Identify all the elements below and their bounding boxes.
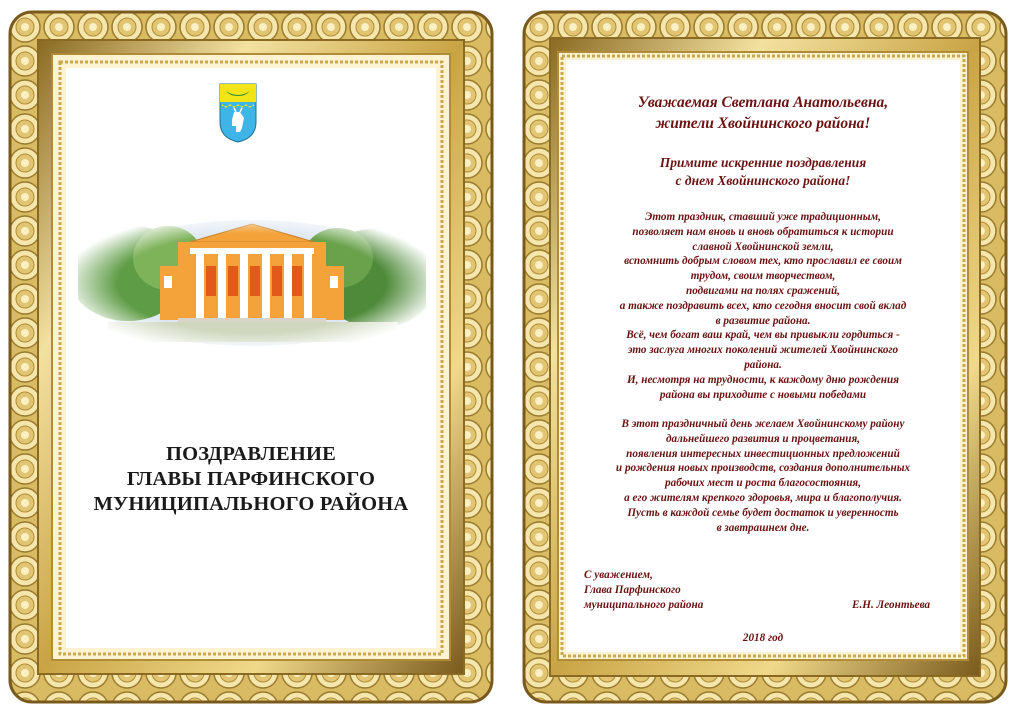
paragraph-line: а его жителям крепкого здоровья, мира и благополучия. bbox=[624, 491, 902, 504]
title-line: ПОЗДРАВЛЕНИЕ bbox=[165, 443, 337, 465]
paragraph-line: дальнейшего развития и процветания, bbox=[665, 432, 861, 445]
congrats-line: с днем Хвойнинского района! bbox=[675, 173, 851, 188]
paragraph-line: в завтрашнем дне. bbox=[716, 521, 810, 534]
paragraph-line: И, несмотря на трудности, к каждому дню рождения bbox=[626, 373, 900, 386]
signature-line: С уважением, bbox=[584, 569, 653, 581]
paragraph-line: района вы приходите с новыми победами bbox=[659, 388, 867, 401]
signature-line: Глава Парфинского bbox=[584, 583, 681, 596]
paragraph-line: славной Хвойнинской земли, bbox=[692, 240, 834, 253]
paragraph-line: в развитие района. bbox=[715, 314, 811, 327]
paragraph-line: и рождения новых производств, создания дополнительных bbox=[615, 462, 911, 475]
page-title bbox=[66, 442, 436, 517]
letter-paragraph-2 bbox=[566, 417, 960, 535]
signature-line: муниципального района bbox=[584, 598, 704, 611]
paragraph-line: позволяет нам вновь и вновь обратиться к истории bbox=[632, 225, 894, 238]
congrats-line: Примите искренние поздравления bbox=[659, 155, 867, 170]
signatory-name: Е.Н. Леонтьева bbox=[852, 599, 931, 611]
paragraph-line: района. bbox=[744, 358, 782, 371]
paragraph-line: Этот праздник, ставший уже традиционным, bbox=[645, 211, 881, 223]
letter-congrats bbox=[566, 154, 960, 190]
coat-of-arms-icon bbox=[218, 82, 258, 144]
letter-greeting bbox=[566, 92, 960, 134]
letter-paragraph-1 bbox=[566, 210, 960, 402]
paragraph-line: Всё, чем богат ваш край, чем вы привыкли гордиться - bbox=[626, 329, 900, 342]
paragraph-line: трудом, своим творчеством, bbox=[690, 270, 836, 283]
greeting-line: жители Хвойнинского района! bbox=[655, 115, 871, 132]
letter-year: 2018 год bbox=[742, 632, 784, 644]
right-page bbox=[522, 10, 1008, 704]
paragraph-line: вспомнить добрым словом тех, кто прославил ее своим bbox=[624, 255, 902, 268]
paragraph-line: Пусть в каждой семье будет достаток и уверенность bbox=[627, 506, 899, 519]
left-page bbox=[8, 10, 494, 704]
greeting-line: Уважаемая Светлана Анатольевна, bbox=[637, 94, 889, 111]
signature-block bbox=[584, 568, 784, 612]
paragraph-line: появления интересных инвестиционных предложений bbox=[626, 447, 900, 460]
title-line: МУНИЦИПАЛЬНОГО РАЙОНА bbox=[93, 493, 409, 515]
paragraph-line: это заслуга многих поколений жителей Хвойнинского bbox=[627, 344, 899, 357]
left-page-content bbox=[66, 68, 436, 648]
paragraph-line: В этот праздничный день желаем Хвойнинскому району bbox=[621, 418, 905, 430]
building-illustration bbox=[78, 218, 426, 348]
paragraph-line: подвигами на полях сражений, bbox=[686, 284, 840, 297]
letter-content bbox=[566, 60, 960, 652]
paragraph-line: а также поздравить всех, кто сегодня вносит свой вклад bbox=[619, 299, 907, 312]
paragraph-line: рабочих мест и роста благосостояния, bbox=[665, 477, 861, 490]
title-line: ГЛАВЫ ПАРФИНСКОГО bbox=[126, 468, 376, 490]
